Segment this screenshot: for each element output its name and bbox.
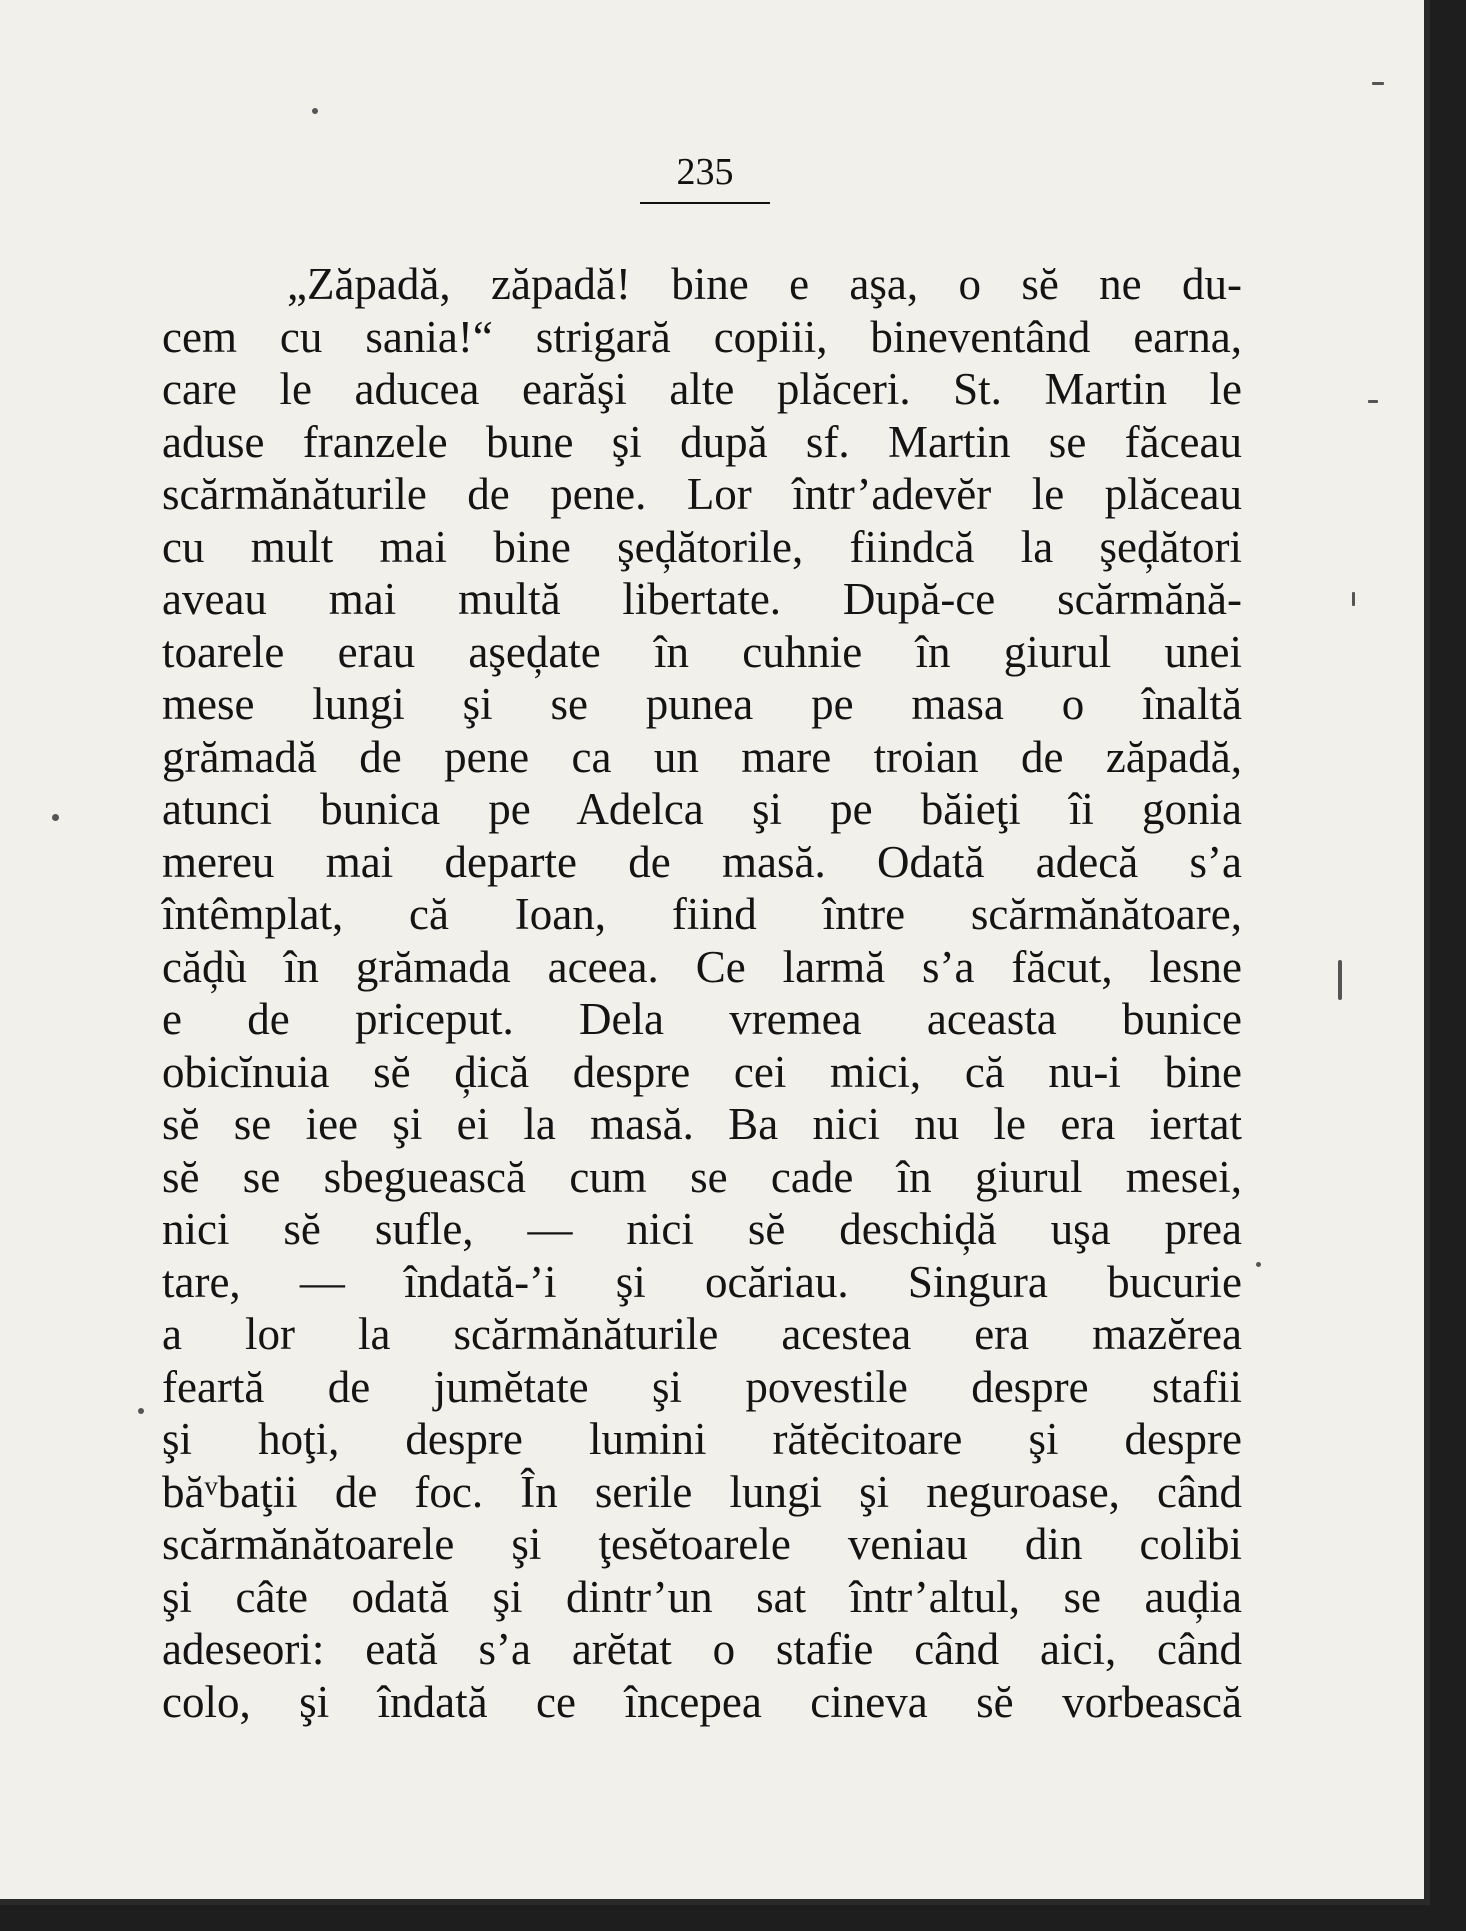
text-line: cem cu sania!“ strigară copiii, bineventând earna,	[162, 311, 1242, 362]
scan-speck	[312, 108, 318, 114]
page-number: 235	[640, 150, 770, 204]
text-line: întêmplat, că Ioan, fiind între scărmănătoare,	[162, 889, 1242, 939]
text-line: aveau mai multă libertate. După-ce scărmănă-	[162, 574, 1242, 624]
text-line: sĕ se iee şi ei la masă. Ba nici nu le era iertat	[162, 1099, 1242, 1149]
text-line: sĕ se sbeguească cum se cade în giurul mesei,	[162, 1151, 1242, 1202]
scan-edge-right	[1430, 0, 1466, 1931]
text-line: adeseori: eată s’a arĕtat o stafie când aici, când	[162, 1624, 1242, 1674]
text-line: a lor la scărmănăturile acestea era mazĕrea	[162, 1309, 1242, 1359]
text-line: „Zăpadă, zăpadă! bine e aşa, o sĕ ne du-	[287, 259, 1242, 309]
scan-speck	[1338, 960, 1342, 1000]
body-text	[162, 258, 1242, 1728]
scan-speck	[138, 1408, 144, 1414]
scan-edge-bottom	[0, 1905, 1466, 1931]
scan-speck	[1256, 1262, 1261, 1267]
text-line: scărmănăturile de pene. Lor într’adevĕr le plăceau	[162, 469, 1242, 519]
text-line: toarele erau aşeḑate în cuhnie în giurul unei	[162, 626, 1242, 677]
text-line: băᵛbaţii de foc. În serile lungi şi neguroase, când	[162, 1466, 1242, 1517]
text-line: nici sĕ sufle, — nici sĕ deschiḑă uşa prea	[162, 1204, 1242, 1254]
scan-speck	[1372, 82, 1384, 85]
text-line: tare, — îndată-’i şi ocăriau. Singura bucurie	[162, 1256, 1242, 1307]
text-line: mese lungi şi se punea pe masa o înaltă	[162, 679, 1242, 729]
scan-speck	[52, 814, 59, 821]
text-line: e de priceput. Dela vremea aceasta bunice	[162, 994, 1242, 1044]
text-line: colo, şi îndată ce începea cineva sĕ vorbească	[162, 1676, 1242, 1727]
text-line: atunci bunica pe Adelca şi pe băieţi îi gonia	[162, 784, 1242, 834]
scan-speck	[1368, 400, 1378, 403]
text-line: care le aducea earăşi alte plăceri. St. Martin le	[162, 364, 1242, 414]
text-line: feartă de jumĕtate şi povestile despre stafii	[162, 1361, 1242, 1412]
text-line: cu mult mai bine şeḑătorile, fiindcă la şeḑători	[162, 521, 1242, 572]
text-line: scărmănătoarele şi ţesĕtoarele veniau din colibi	[162, 1519, 1242, 1569]
text-line: şi câte odată şi dintr’un sat într’altul, se auḑia	[162, 1571, 1242, 1622]
text-line: şi hoţi, despre lumini rătĕcitoare şi despre	[162, 1414, 1242, 1464]
text-line: căḑù în grămada aceea. Ce larmă s’a făcut, lesne	[162, 941, 1242, 992]
text-line: aduse franzele bune şi după sf. Martin se făceau	[162, 416, 1242, 467]
text-line: mereu mai departe de masă. Odată adecă s’a	[162, 836, 1242, 887]
text-line: grămadă de pene ca un mare troian de zăpadă,	[162, 731, 1242, 782]
text-line: obicĭnuia sĕ ḑică despre cei mici, că nu-i bine	[162, 1046, 1242, 1097]
scan-speck	[1352, 592, 1355, 606]
